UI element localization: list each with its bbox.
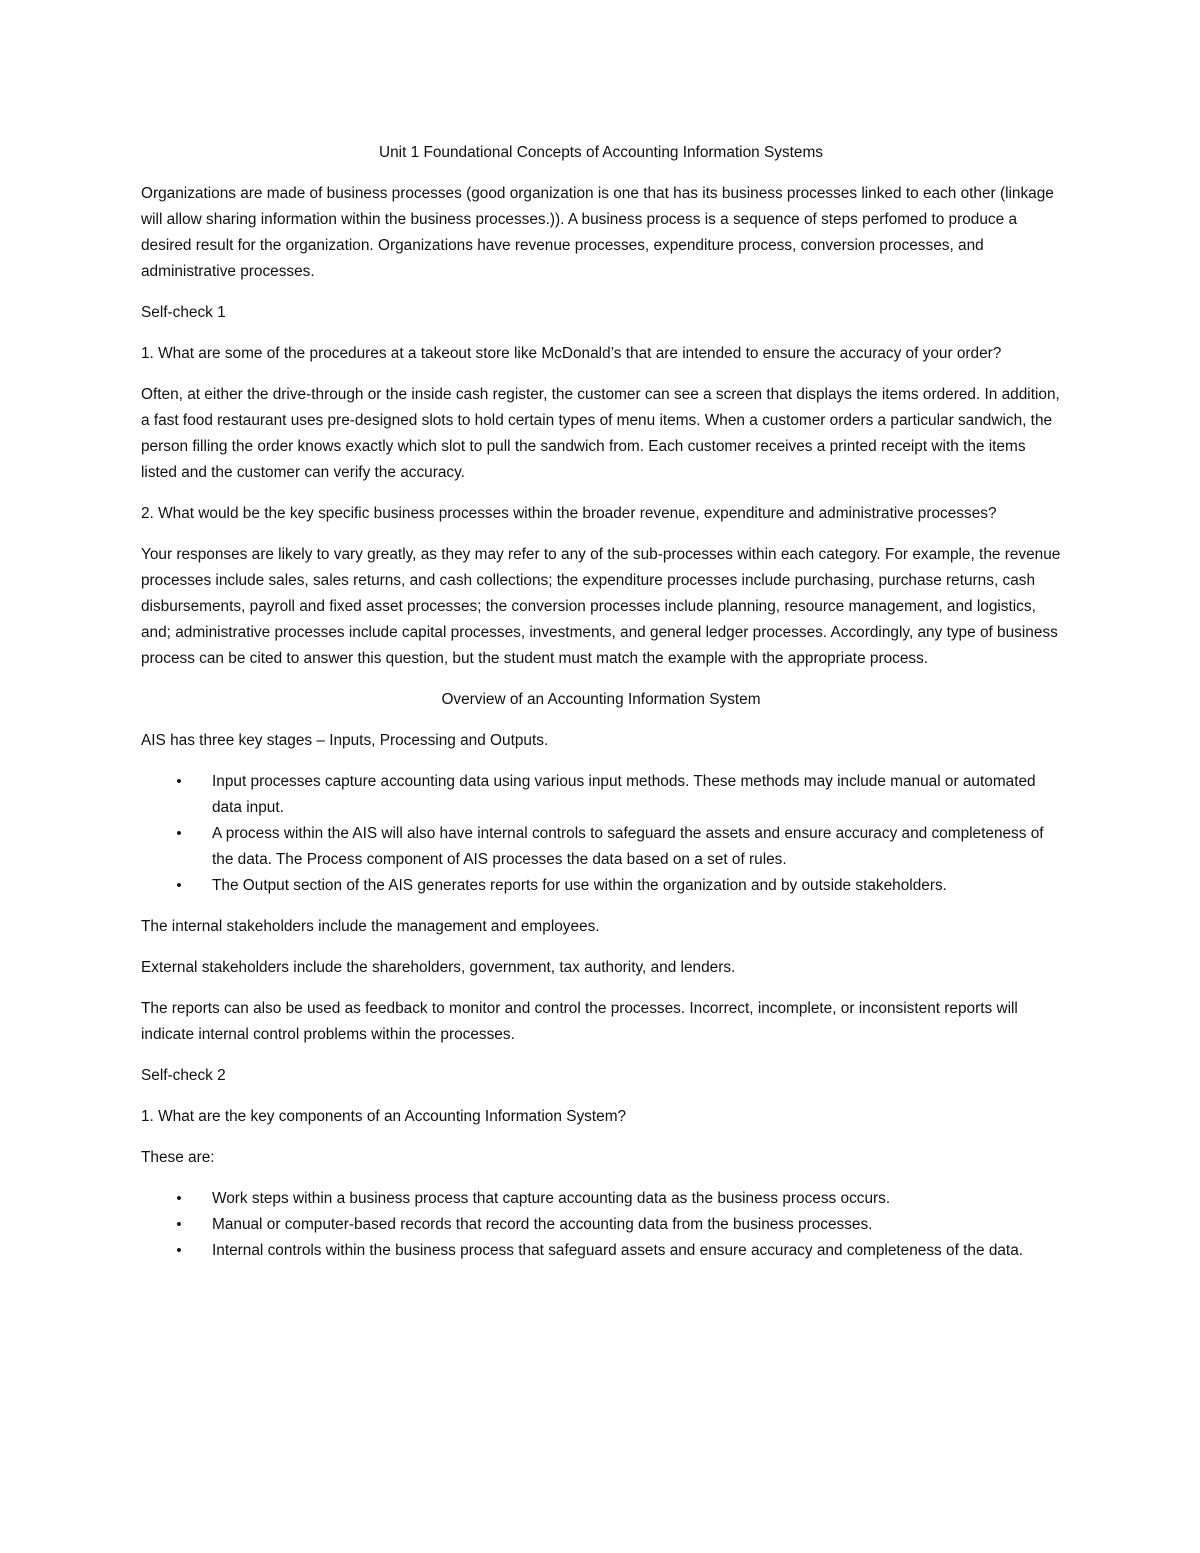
document-title: Unit 1 Foundational Concepts of Accounting Information Systems <box>378 144 823 161</box>
list-item <box>141 1238 1061 1264</box>
answer-2: Your responses are likely to vary greatly, as they may refer to any of the sub-processes within each category. For example, the revenue processes include sales, sales returns, and cash collections; the expenditure processes include purchasing, purchase returns, cash disbursements, payroll and fixed asset processes; the conversion processes include planning, resource management, and logistics, and; administrative processes include capital processes, investments, and general ledger processes. Accordingly, any type of business process can be cited to answer this question, but the student must match the example with the appropriate process. <box>141 546 1061 667</box>
bullet-icon: • <box>176 877 182 894</box>
list-item <box>141 1212 1061 1238</box>
reports-paragraph: The reports can also be used as feedback to monitor and control the processes. Incorrect, incomplete, or inconsistent reports will indicate internal control problems within the processes. <box>141 1000 1018 1043</box>
question-3: 1. What are the key components of an Accounting Information System? <box>141 1108 627 1125</box>
list-item-text: Work steps within a business process that capture accounting data as the business process occurs. <box>212 1190 891 1207</box>
list-item <box>141 821 1061 873</box>
list-item-text: Manual or computer-based records that record the accounting data from the business processes. <box>212 1216 873 1233</box>
bullet-icon: • <box>176 1216 182 1233</box>
stages-paragraph: AIS has three key stages – Inputs, Processing and Outputs. <box>141 732 549 749</box>
internal-stakeholders-paragraph: The internal stakeholders include the management and employees. <box>141 918 600 935</box>
question-2: 2. What would be the key specific business processes within the broader revenue, expenditure and administrative processes? <box>141 505 997 522</box>
answer-1: Often, at either the drive-through or the inside cash register, the customer can see a screen that displays the items ordered. In addition, a fast food restaurant uses pre-designed slots to hold certain types of menu items. When a customer orders a particular sandwich, the person filling the order knows exactly which slot to pull the sandwich from. Each customer receives a printed receipt with the items listed and the customer can verify the accuracy. <box>141 386 1060 481</box>
stages-bullet-list <box>141 769 1061 899</box>
list-item-text: Input processes capture accounting data using various input methods. These methods may include manual or automated data input. <box>212 773 1036 816</box>
bullet-icon: • <box>176 825 182 842</box>
document-body <box>141 140 1061 1279</box>
components-bullet-list <box>141 1186 1061 1264</box>
self-check-1-heading: Self-check 1 <box>141 304 226 321</box>
list-item <box>141 873 1061 899</box>
list-item <box>141 769 1061 821</box>
list-item <box>141 1186 1061 1212</box>
bullet-icon: • <box>176 1242 182 1259</box>
bullet-icon: • <box>176 773 182 790</box>
intro-paragraph: Organizations are made of business processes (good organization is one that has its business processes linked to each other (linkage will allow sharing information within the business processes.)). A business process is a sequence of steps perfomed to produce a desired result for the organization. Organizations have revenue processes, expenditure process, conversion processes, and administrative processes. <box>141 185 1054 280</box>
self-check-2-heading: Self-check 2 <box>141 1067 226 1084</box>
external-stakeholders-paragraph: External stakeholders include the shareholders, government, tax authority, and lenders. <box>141 959 736 976</box>
question-1: 1. What are some of the procedures at a takeout store like McDonald’s that are intended to ensure the accuracy of your order? <box>141 345 1002 362</box>
overview-heading: Overview of an Accounting Information System <box>441 691 761 708</box>
list-item-text: The Output section of the AIS generates reports for use within the organization and by outside stakeholders. <box>212 877 947 894</box>
bullet-icon: • <box>176 1190 182 1207</box>
list-item-text: Internal controls within the business process that safeguard assets and ensure accuracy and completeness of the data. <box>212 1242 1024 1259</box>
answer-lead: These are: <box>141 1149 215 1166</box>
list-item-text: A process within the AIS will also have internal controls to safeguard the assets and ensure accuracy and completeness of the data. The Process component of AIS processes the data based on a set of rules. <box>212 825 1044 868</box>
